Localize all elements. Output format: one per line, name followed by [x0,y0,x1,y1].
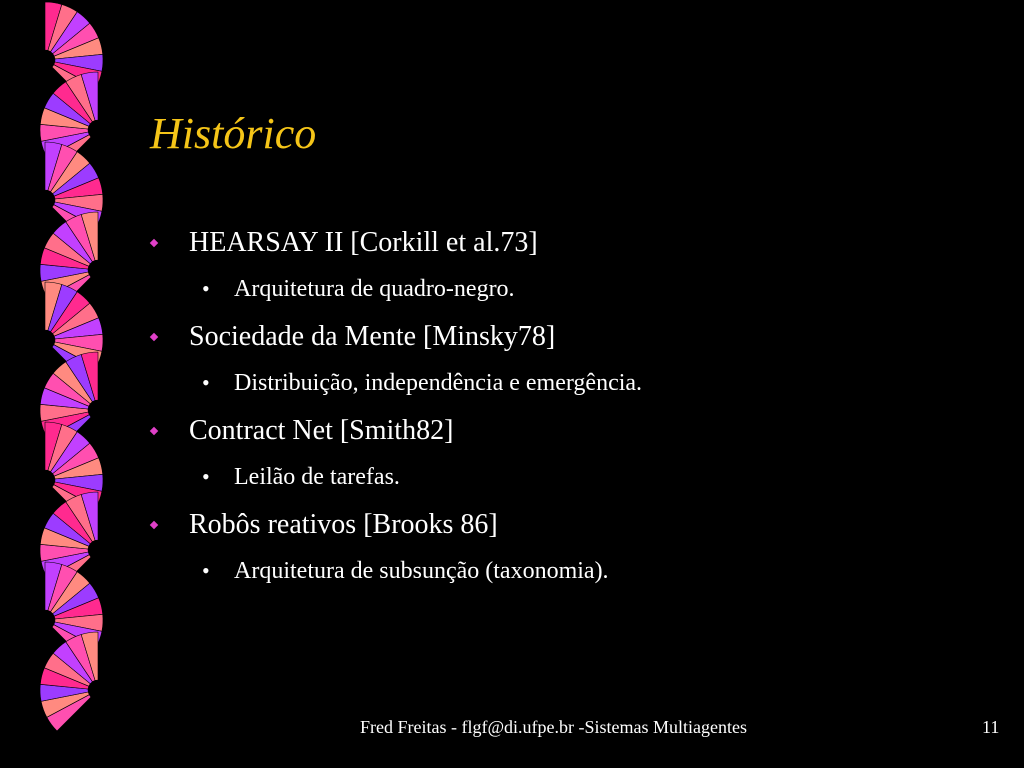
fan-decoration [0,0,140,768]
sub-bullet-item [150,556,970,602]
sub-bullet-text: Leilão de tarefas. [234,464,400,490]
paper-fan-icon [40,632,98,731]
sub-bullet-text: Distribuição, independência e emergência. [234,370,643,396]
bullet-item [150,414,970,462]
sub-bullet-item [150,368,970,414]
diamond-bullet-icon [150,521,158,529]
sub-bullet-item [150,462,970,508]
bullet-item [150,508,970,556]
page-number: 11 [982,717,1000,737]
sub-bullet-item [150,274,970,320]
bullet-text: Robôs reativos [Brooks 86] [189,509,498,540]
bullet-text: Contract Net [Smith82] [189,415,454,446]
slide-footer: Fred Freitas - flgf@di.ufpe.br -Sistemas Multiagentes [360,717,747,737]
diamond-bullet-icon [150,239,158,247]
dot-bullet-icon: • [202,276,210,301]
diamond-bullet-icon [150,427,158,435]
dot-bullet-icon: • [202,464,210,489]
dot-bullet-icon: • [202,558,210,583]
sub-bullet-text: Arquitetura de subsunção (taxonomia). [234,558,609,584]
bullet-text: Sociedade da Mente [Minsky78] [189,321,556,352]
sub-bullet-text: Arquitetura de quadro-negro. [234,276,515,302]
slide-title: Histórico [150,109,317,158]
bullet-list [150,226,970,602]
bullet-item [150,226,970,274]
diamond-bullet-icon [150,333,158,341]
dot-bullet-icon: • [202,370,210,395]
bullet-text: HEARSAY II [Corkill et al.73] [189,227,538,258]
bullet-item [150,320,970,368]
